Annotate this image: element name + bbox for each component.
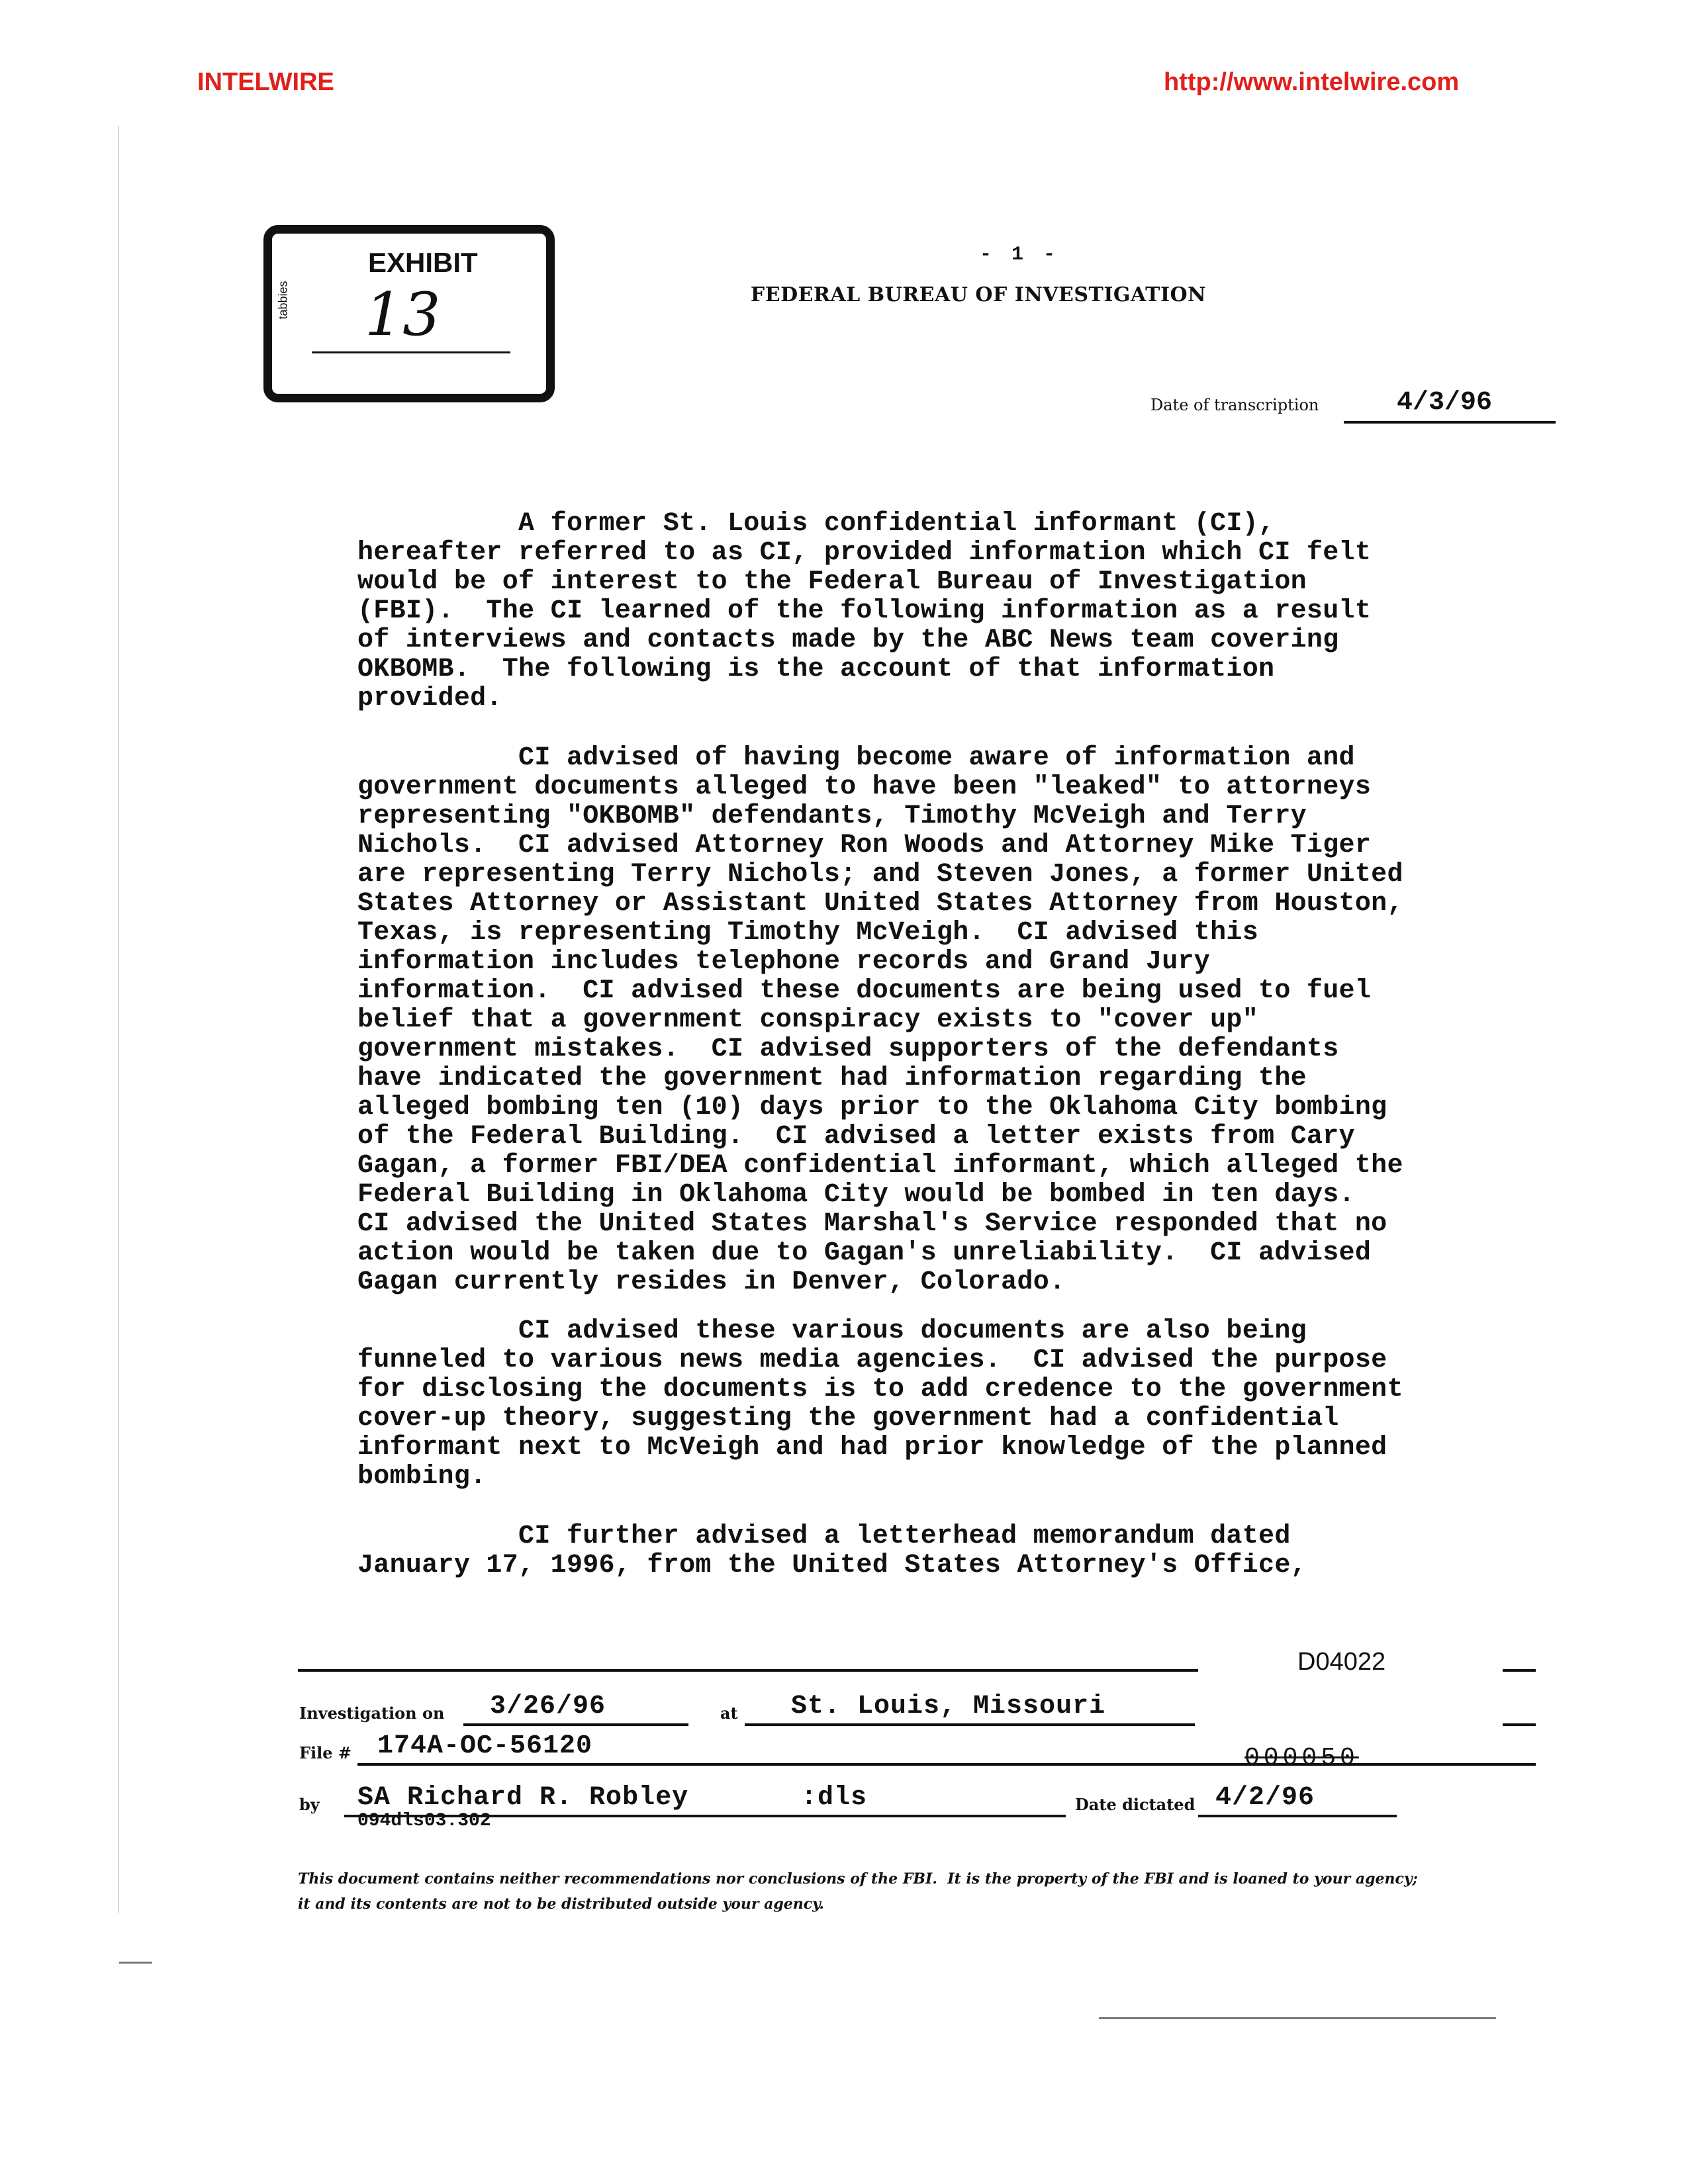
page-number-mark: - 1 - <box>980 244 1060 266</box>
file-subcode: 094dls03.302 <box>357 1811 491 1831</box>
investigation-date-line <box>463 1723 688 1726</box>
file-number: 174A-OC-56120 <box>377 1731 593 1761</box>
exhibit-number: 13 <box>365 280 441 349</box>
exhibit-signature-line <box>312 351 510 353</box>
date-dictated-label: Date dictated <box>1075 1795 1196 1814</box>
transcription-date-value: 4/3/96 <box>1397 388 1493 418</box>
investigation-location: St. Louis, Missouri <box>791 1692 1106 1721</box>
exhibit-sticker <box>263 225 555 402</box>
at-label: at <box>720 1704 738 1723</box>
agent-name: SA Richard R. Robley <box>357 1783 689 1813</box>
document-id: D04022 <box>1297 1648 1386 1676</box>
exhibit-label: EXHIBIT <box>368 247 478 278</box>
file-line <box>357 1763 1536 1766</box>
investigation-date: 3/26/96 <box>490 1692 606 1721</box>
footer-top-rule <box>298 1669 1198 1672</box>
typist-initials: :dls <box>801 1783 868 1813</box>
exhibit-tab-text: tabbies <box>276 281 290 320</box>
paragraph-3: CI advised these various documents are also being funneled to various news media agencies. CI advised the purpose for disclosing the documents is to add credence to the government cover-up theory, suggesting the government had a confidential informant next to McVeigh and had prior knowledge of the planned bombing. <box>357 1316 1403 1492</box>
bates-stamp: 000050 <box>1244 1744 1359 1772</box>
date-dictated-value: 4/2/96 <box>1215 1783 1315 1813</box>
date-dictated-line <box>1198 1815 1397 1817</box>
investigation-label: Investigation on <box>299 1704 445 1723</box>
transcription-date-line <box>1344 421 1556 424</box>
footer-top-rule-right <box>1503 1669 1536 1672</box>
paragraph-4: CI further advised a letterhead memorandum dated January 17, 1996, from the United States Attorney's Office, <box>357 1522 1307 1580</box>
intelwire-label: INTELWIRE <box>197 68 334 96</box>
intelwire-url-link[interactable]: http://www.intelwire.com <box>1164 68 1460 96</box>
fbi-disclaimer: This document contains neither recommendations nor conclusions of the FBI. It is the property of the FBI and is loaned to your agency; it and its contents are not to be distributed outside your agency. <box>298 1870 1418 1913</box>
file-label: File # <box>299 1743 352 1762</box>
by-label: by <box>299 1795 320 1814</box>
agency-heading: FEDERAL BUREAU OF INVESTIGATION <box>750 283 1207 306</box>
transcription-date-label: Date of transcription <box>1150 396 1319 414</box>
location-line <box>745 1723 1195 1726</box>
location-line-right <box>1503 1723 1536 1726</box>
paragraph-1: A former St. Louis confidential informant (CI), hereafter referred to as CI, provided information which CI felt would be of interest to the Federal Bureau of Investigation (FBI). The CI learned of the following information as a result of interviews and contacts made by the ABC News team covering OKBOMB. The following is the account of that information provided. <box>357 509 1372 713</box>
scan-dash-bottom <box>1099 2017 1496 2019</box>
scan-margin-line <box>118 126 119 1913</box>
scan-dash-left <box>119 1962 152 1964</box>
paragraph-2: CI advised of having become aware of information and government documents alleged to have been "leaked" to attorneys representing "OKBOMB" defendants, Timothy McVeigh and Terry Nichols. CI advised Attorney Ron Woods and Attorney Mike Tiger are representing Terry Nichols; and Steven Jones, a former United States Attorney or Assistant United States Attorney from Houston, Texas, is representing Timothy McVeigh. CI advised this information includes telephone records and Grand Jury information. CI advised these documents are being used to fuel belief that a government conspiracy exists to "cover up" government mistakes. CI advised supporters of the defendants have indicated the government had information regarding the alleged bombing ten (10) days prior to the Oklahoma City bombing of the Federal Building. CI advised a letter exists from Cary Gagan, a former FBI/DEA confidential informant, which alleged the Federal Building in Oklahoma City would be bombed in ten days. CI advised the United States Marshal's Service responded that no action would be taken due to Gagan's unreliability. CI advised Gagan currently resides in Denver, Colorado. <box>357 743 1403 1297</box>
